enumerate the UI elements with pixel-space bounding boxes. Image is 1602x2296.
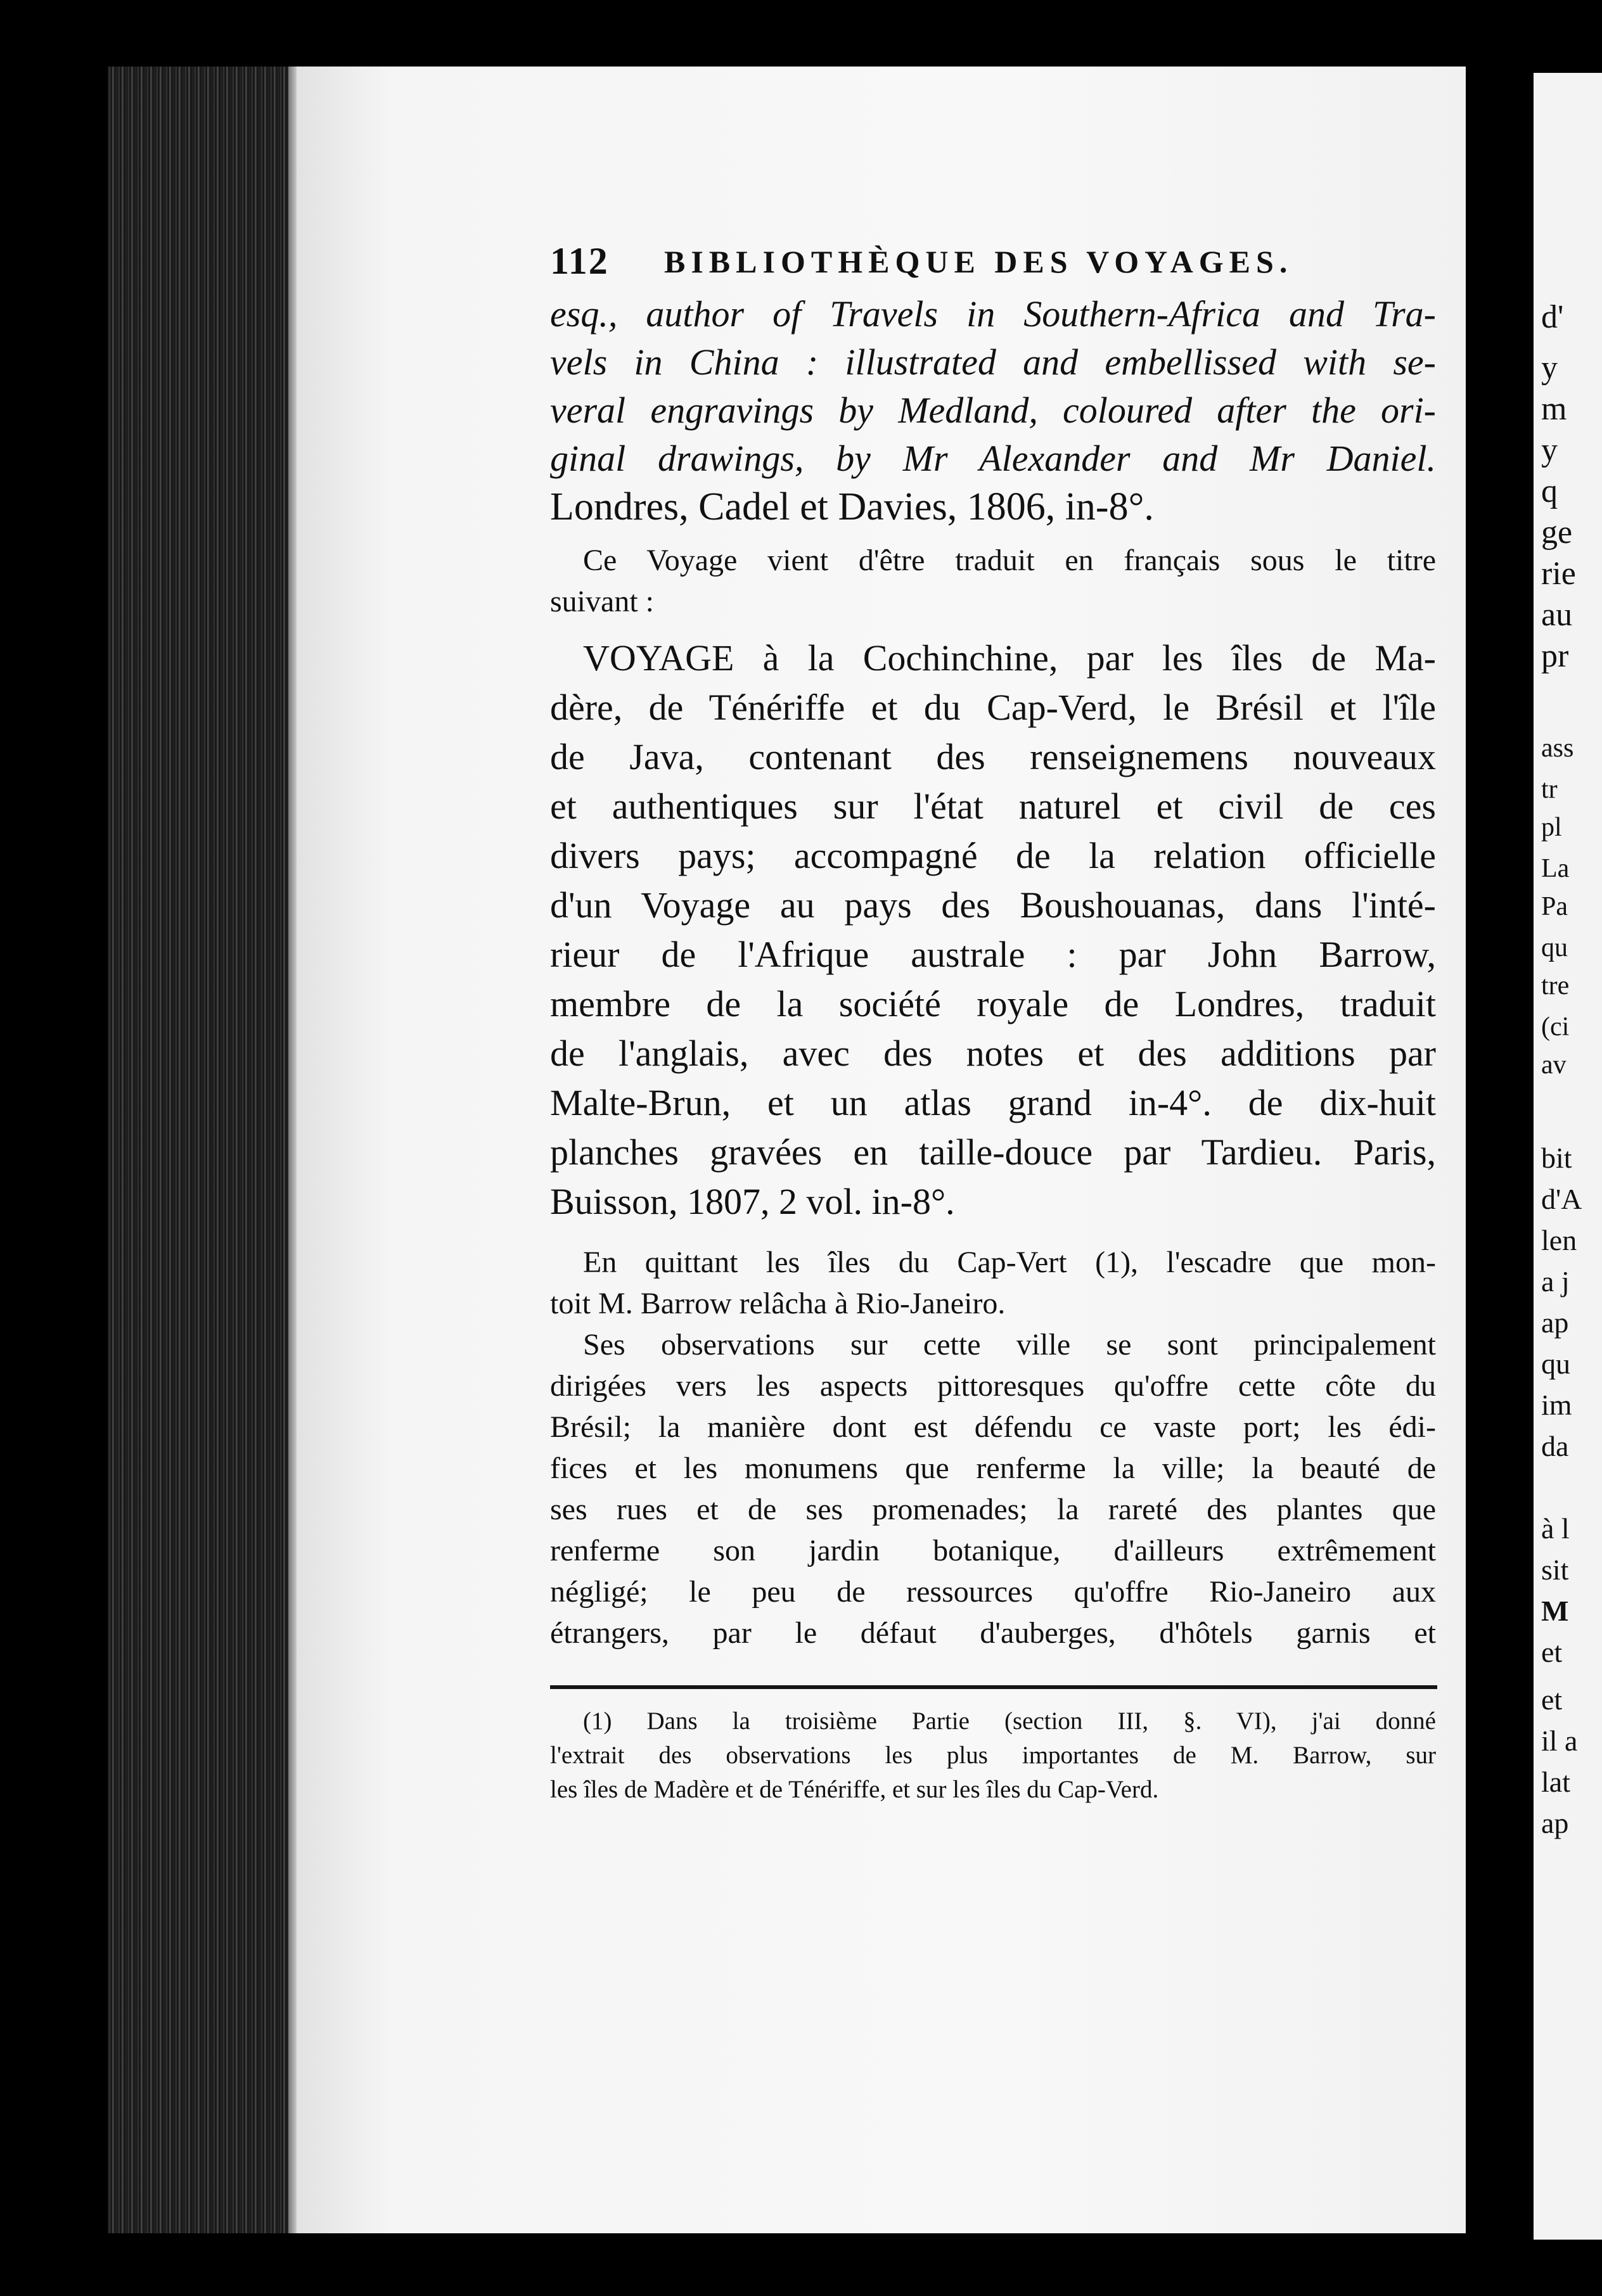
next-page-fragment: len — [1541, 1224, 1577, 1256]
text-line: rieur de l'Afrique australe : par John Barrow, — [550, 934, 1436, 975]
text-line: veral engravings by Medland, coloured after the ori- — [550, 390, 1436, 431]
next-page-fragment: pr — [1541, 638, 1569, 674]
text-line: étrangers, par le défaut d'auberges, d'hôtels garnis et — [550, 1616, 1436, 1650]
next-page-fragment: d'A — [1541, 1183, 1582, 1215]
next-page-fragment: et — [1541, 1636, 1563, 1668]
footnote-rule — [550, 1685, 1437, 1689]
text-line: dirigées vers les aspects pittoresques qu'offre cette côte du — [550, 1369, 1436, 1403]
next-page-fragment: ge — [1541, 514, 1573, 551]
text-line: Malte-Brun, et un atlas grand in-4°. de dix-huit — [550, 1082, 1436, 1123]
text-line: Buisson, 1807, 2 vol. in-8°. — [550, 1181, 955, 1222]
text-line: Ses observations sur cette ville se sont principalement — [583, 1328, 1436, 1362]
book-page-right-edge — [1534, 73, 1602, 2240]
next-page-fragment: ap — [1541, 1807, 1569, 1839]
next-page-fragment: Pa — [1541, 892, 1568, 921]
next-page-fragment: av — [1541, 1050, 1567, 1080]
next-page-fragment: ap — [1541, 1306, 1569, 1339]
text-line: ginal drawings, by Mr Alexander and Mr Daniel. — [550, 438, 1436, 479]
text-line: renferme son jardin botanique, d'ailleurs extrêmement — [550, 1534, 1436, 1567]
text-line: planches gravées en taille-douce par Tardieu. Paris, — [550, 1132, 1436, 1173]
page-number: 112 — [550, 240, 609, 282]
text-line: et authentiques sur l'état naturel et civil de ces — [550, 786, 1436, 827]
next-page-fragment: qu — [1541, 933, 1568, 962]
next-page-fragment: da — [1541, 1430, 1569, 1462]
text-line: Ce Voyage vient d'être traduit en français sous le titre — [583, 544, 1436, 577]
next-page-fragment: qu — [1541, 1348, 1570, 1380]
text-line: toit M. Barrow relâcha à Rio-Janeiro. — [550, 1287, 1006, 1320]
text-line: fices et les monumens que renferme la ville; la beauté de — [550, 1451, 1436, 1485]
text-line: de Java, contenant des renseignemens nouveaux — [550, 736, 1436, 777]
next-page-fragment: a j — [1541, 1265, 1570, 1298]
next-page-fragment: La — [1541, 854, 1570, 883]
next-page-fragment: et — [1541, 1683, 1563, 1716]
next-page-fragment: m — [1541, 391, 1567, 427]
running-title: BIBLIOTHÈQUE DES VOYAGES. — [664, 244, 1293, 279]
next-page-fragment: à l — [1541, 1512, 1570, 1545]
next-page-fragment: M — [1541, 1595, 1569, 1627]
text-line: ses rues et de ses promenades; la rareté des plantes que — [550, 1493, 1436, 1526]
text-line: membre de la société royale de Londres, traduit — [550, 983, 1436, 1024]
next-page-fragment: tr — [1541, 775, 1558, 804]
text-line: Londres, Cadel et Davies, 1806, in-8°. — [550, 485, 1154, 528]
next-page-fragment: pl — [1541, 813, 1562, 842]
text-line: négligé; le peu de ressources qu'offre Rio-Janeiro aux — [550, 1575, 1436, 1609]
footnote-line: (1) Dans la troisième Partie (section III, §. VI), j'ai donné — [583, 1707, 1436, 1735]
text-line: Brésil; la manière dont est défendu ce vaste port; les édi- — [550, 1410, 1436, 1444]
next-page-fragment: q — [1541, 473, 1558, 509]
next-page-fragment: il a — [1541, 1725, 1578, 1757]
next-page-fragment: lat — [1541, 1766, 1570, 1798]
next-page-fragment: ass — [1541, 734, 1574, 763]
book-spine-shadow — [108, 67, 292, 2233]
text-line: VOYAGE à la Cochinchine, par les îles de Ma- — [583, 637, 1436, 679]
next-page-fragment: y — [1541, 432, 1558, 468]
next-page-fragment: rie — [1541, 556, 1576, 592]
next-page-fragment: tre — [1541, 971, 1570, 1000]
text-line: divers pays; accompagné de la relation officielle — [550, 835, 1436, 876]
next-page-fragment: im — [1541, 1389, 1572, 1421]
footnote-line: les îles de Madère et de Ténériffe, et sur les îles du Cap-Verd. — [550, 1776, 1159, 1803]
text-line: esq., author of Travels in Southern-Africa and Tra- — [550, 293, 1436, 335]
next-page-fragment: d' — [1541, 299, 1564, 335]
text-line: de l'anglais, avec des notes et des additions par — [550, 1033, 1436, 1074]
text-line: suivant : — [550, 585, 654, 618]
page-gutter — [288, 67, 297, 2233]
next-page-fragment: au — [1541, 597, 1573, 633]
text-line: En quittant les îles du Cap-Vert (1), l'escadre que mon- — [583, 1246, 1436, 1279]
running-head — [550, 239, 1310, 284]
footnote-line: l'extrait des observations les plus importantes de M. Barrow, sur — [550, 1742, 1436, 1769]
text-line: d'un Voyage au pays des Boushouanas, dans l'inté- — [550, 884, 1436, 926]
next-page-fragment: (ci — [1541, 1012, 1570, 1042]
next-page-fragment: sit — [1541, 1553, 1569, 1586]
text-line: vels in China : illustrated and embellissed with se- — [550, 341, 1436, 383]
next-page-fragment: bit — [1541, 1142, 1572, 1174]
next-page-fragment: y — [1541, 350, 1558, 386]
text-line: dère, de Ténériffe et du Cap-Verd, le Brésil et l'île — [550, 687, 1436, 728]
